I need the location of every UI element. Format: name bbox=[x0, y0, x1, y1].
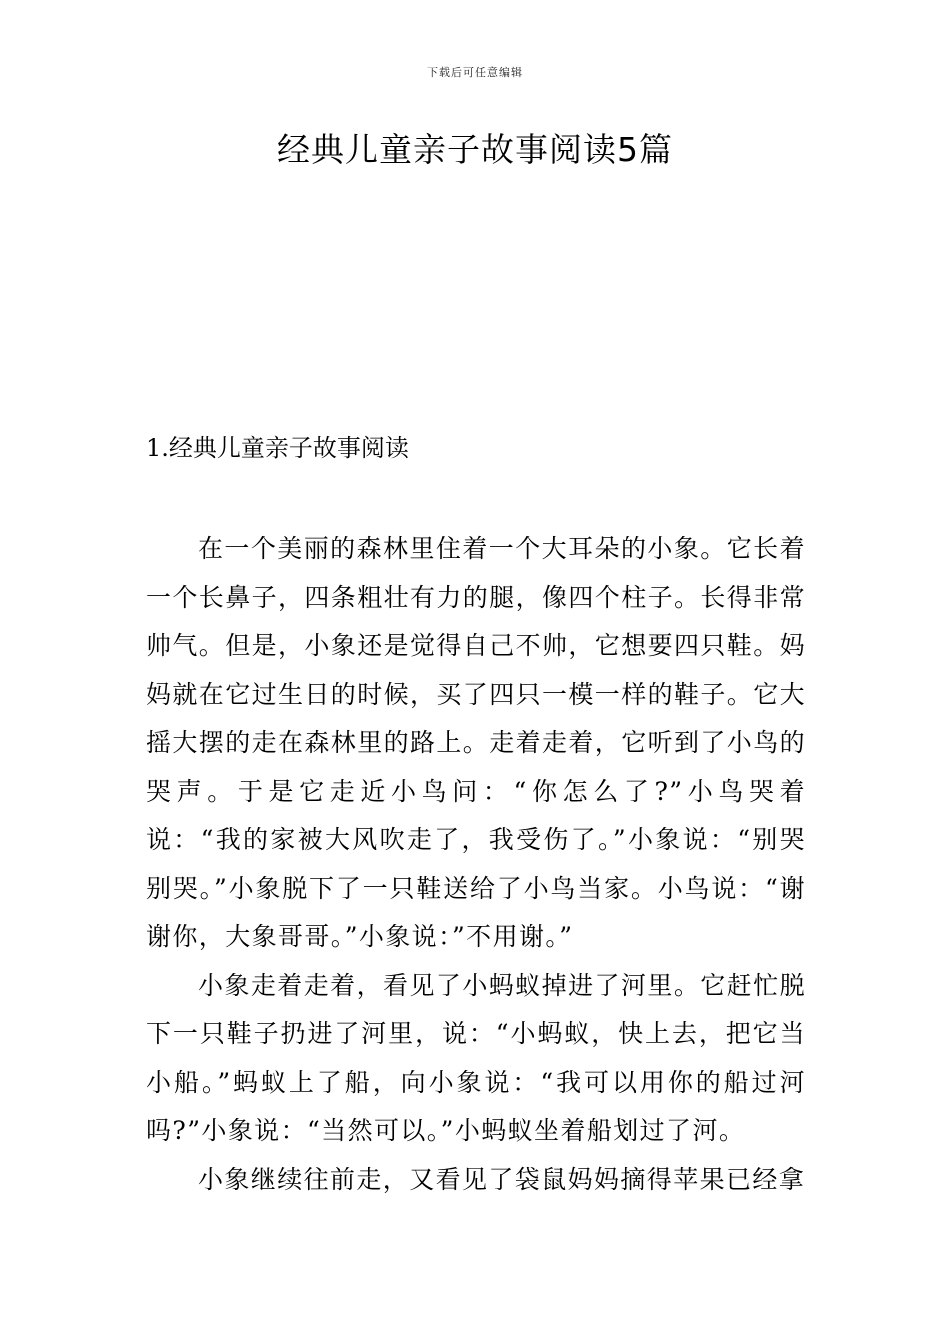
story-paragraph: 在一个美丽的森林里住着一个大耳朵的小象。它长着一个长鼻子，四条粗壮有力的腿，像四个柱子。长得非常帅气。但是，小象还是觉得自己不帅，它想要四只鞋。妈妈就在它过生日的时候，买了四只一模一样的鞋子。它大摇大摆的走在森林里的路上。走着走着，它听到了小鸟的哭声。于是它走近小鸟问：“你怎么了?”小鸟哭着说：“我的家被大风吹走了，我受伤了。”小象说：“别哭别哭。”小象脱下了一只鞋送给了小鸟当家。小鸟说：“谢谢你，大象哥哥。”小象说：”不用谢。” bbox=[146, 534, 807, 951]
section-heading: 1.经典儿童亲子故事阅读 bbox=[146, 434, 409, 462]
story-paragraph: 小象继续往前走，又看见了袋鼠妈妈摘得苹果已经拿 bbox=[198, 1164, 806, 1194]
story-body bbox=[146, 525, 806, 1204]
page-title: 经典儿童亲子故事阅读5篇 bbox=[277, 130, 673, 169]
story-paragraph: 小象走着走着，看见了小蚂蚁掉进了河里。它赶忙脱下一只鞋子扔进了河里，说：“小蚂蚁，快上去，把它当小船。”蚂蚁上了船，向小象说：“我可以用你的船过河吗?”小象说：“当然可以。”小蚂蚁坐着船划过了河。 bbox=[146, 970, 806, 1145]
header-note: 下载后可任意编辑 bbox=[427, 66, 523, 79]
